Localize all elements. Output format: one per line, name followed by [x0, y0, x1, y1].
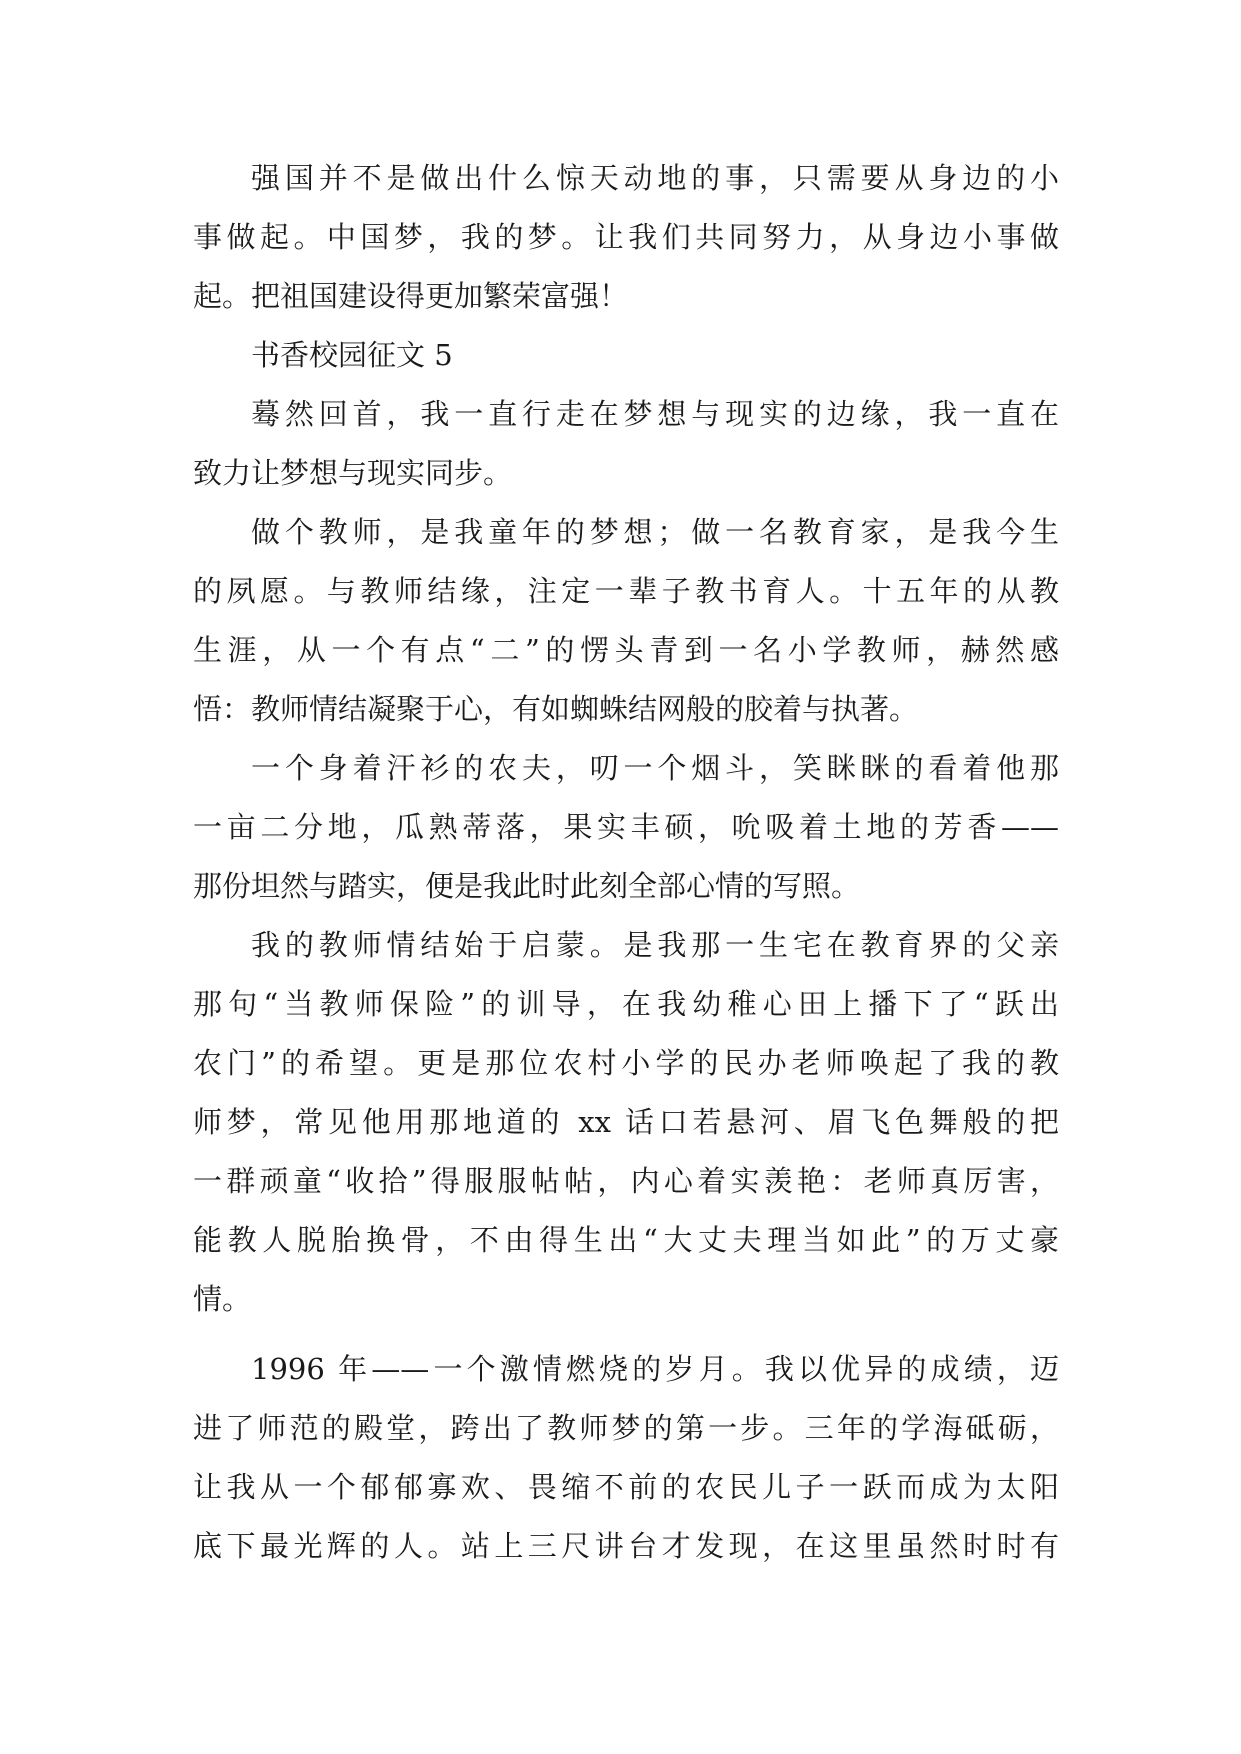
text-line: 底下最光辉的人。站上三尺讲台才发现，在这里虽然时时有 — [193, 1529, 1059, 1563]
text-line: 蓦然回首，我一直行走在梦想与现实的边缘，我一直在 — [251, 397, 1059, 431]
text-line: 我的教师情结始于启蒙。是我那一生宅在教育界的父亲 — [251, 928, 1059, 962]
text-line: 致力让梦想与现实同步。 — [193, 456, 513, 490]
text-line: 农门”的希望。更是那位农村小学的民办老师唤起了我的教 — [193, 1046, 1059, 1080]
text-line: 师梦，常见他用那地道的 xx 话口若悬河、眉飞色舞般的把 — [193, 1105, 1059, 1139]
section-title: 书香校园征文 5 — [251, 338, 453, 372]
text-line: 让我从一个郁郁寡欢、畏缩不前的农民儿子一跃而成为太阳 — [193, 1470, 1059, 1504]
text-line: 起。把祖国建设得更加繁荣富强！ — [193, 279, 629, 313]
text-line: 1996 年——一个激情燃烧的岁月。我以优异的成绩，迈 — [251, 1352, 1059, 1386]
document-body — [193, 160, 1059, 1587]
text-line: 进了师范的殿堂，跨出了教师梦的第一步。三年的学海砥砺， — [193, 1411, 1059, 1445]
text-line: 那句“当教师保险”的训导，在我幼稚心田上播下了“跃出 — [193, 987, 1059, 1021]
text-line: 生涯，从一个有点“二”的愣头青到一名小学教师，赫然感 — [193, 633, 1059, 667]
text-line: 那份坦然与踏实，便是我此时此刻全部心情的写照。 — [193, 869, 861, 903]
text-line: 的夙愿。与教师结缘，注定一辈子教书育人。十五年的从教 — [193, 574, 1059, 608]
text-line: 强国并不是做出什么惊天动地的事，只需要从身边的小 — [251, 161, 1059, 195]
text-line: 一个身着汗衫的农夫，叨一个烟斗，笑眯眯的看着他那 — [251, 751, 1059, 785]
text-line: 能教人脱胎换骨，不由得生出“大丈夫理当如此”的万丈豪 — [193, 1223, 1059, 1257]
text-line: 一群顽童“收拾”得服服帖帖，内心着实羡艳：老师真厉害， — [193, 1164, 1059, 1198]
text-line: 情。 — [193, 1282, 252, 1316]
text-line: 悟：教师情结凝聚于心，有如蜘蛛结网般的胶着与执著。 — [193, 692, 919, 726]
text-line: 事做起。中国梦，我的梦。让我们共同努力，从身边小事做 — [193, 220, 1059, 254]
text-line: 做个教师，是我童年的梦想；做一名教育家，是我今生 — [251, 515, 1059, 549]
text-line: 一亩二分地，瓜熟蒂落，果实丰硕，吮吸着土地的芳香—— — [193, 810, 1059, 844]
